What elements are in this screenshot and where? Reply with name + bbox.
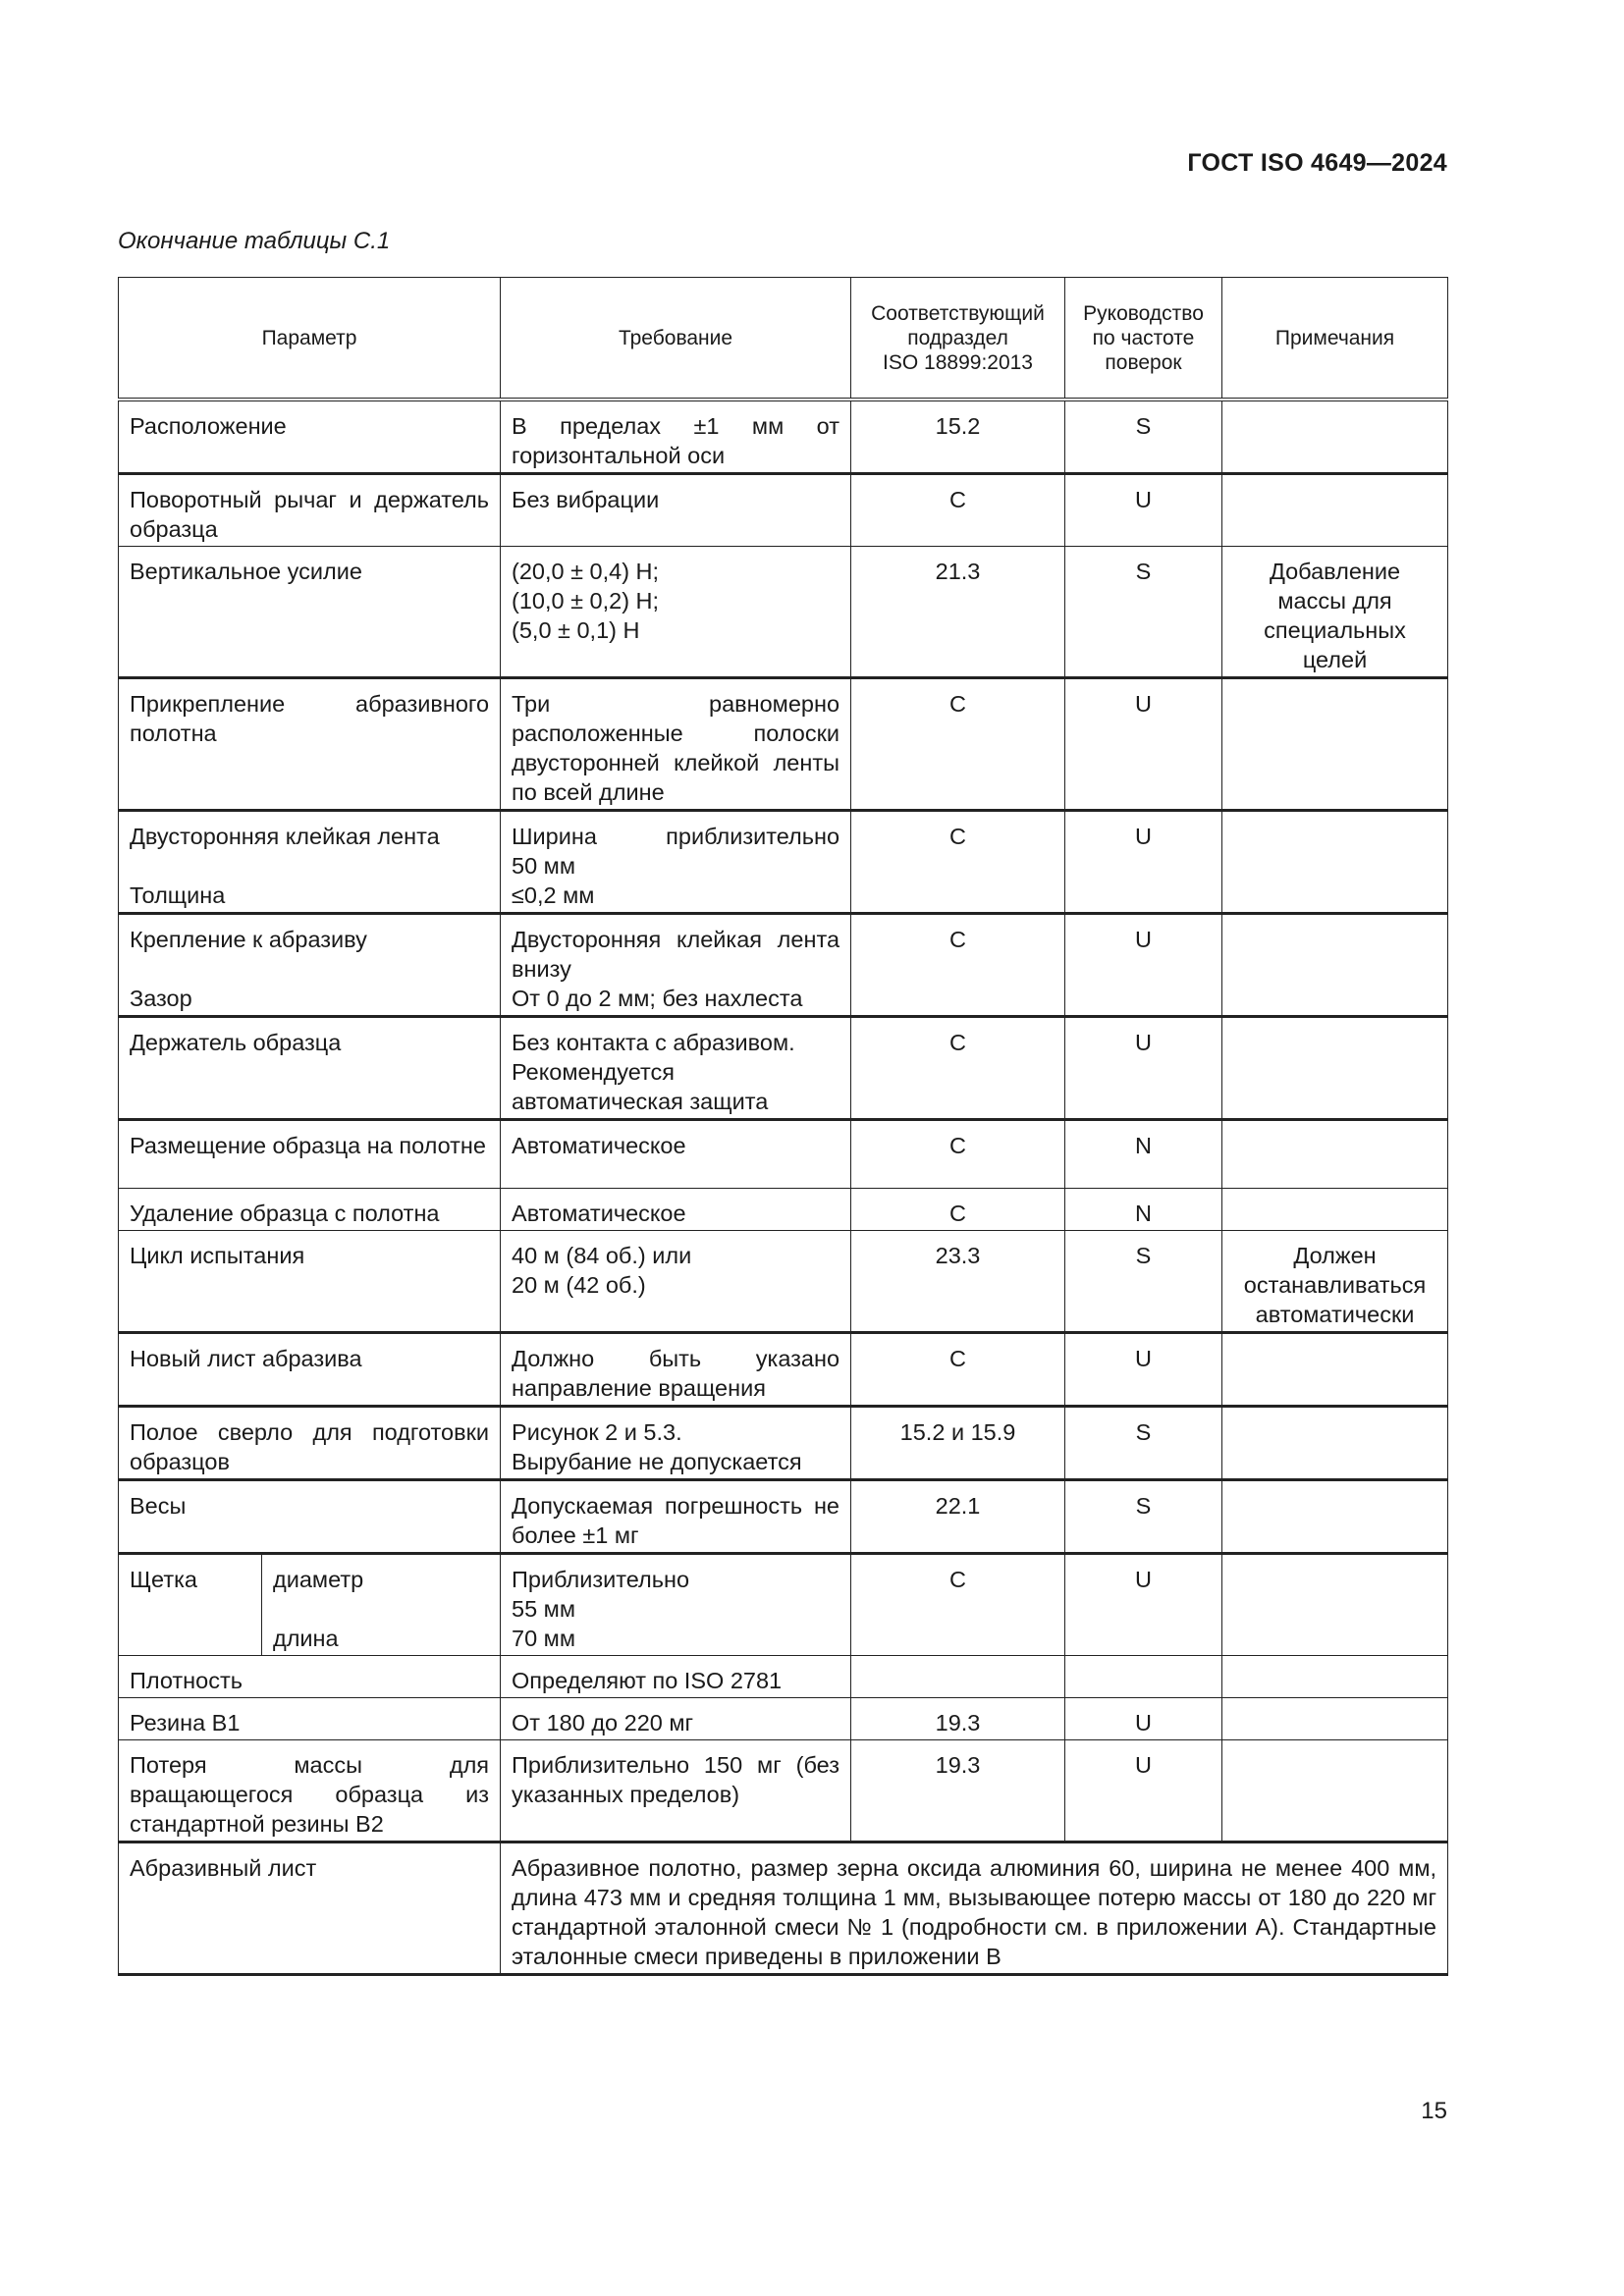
table-row xyxy=(119,914,1448,1017)
cell-frequency: N xyxy=(1065,1189,1222,1231)
cell-requirement: Автоматическое xyxy=(501,1120,851,1189)
requirement-line: 55 мм xyxy=(512,1596,575,1622)
cell-notes xyxy=(1222,1333,1448,1407)
note-line: автоматически xyxy=(1255,1302,1415,1327)
requirement-line: ≤0,2 мм xyxy=(512,882,595,908)
table-row xyxy=(119,1189,1448,1231)
cell-requirement xyxy=(501,1017,851,1120)
cell-param: Прикрепление абразивного полотна xyxy=(119,678,501,811)
cell-param: Поворотный рычаг и держатель образца xyxy=(119,474,501,547)
requirement-line: Приблизительно xyxy=(512,1567,690,1592)
header-frequency-line: Руководство xyxy=(1083,301,1204,325)
cell-subsection: 15.2 xyxy=(851,400,1065,474)
cell-subsection: C xyxy=(851,914,1065,1017)
document-code: ГОСТ ISO 4649—2024 xyxy=(1187,149,1447,177)
cell-frequency: U xyxy=(1065,1740,1222,1842)
requirement-line: Без контакта с абразивом. xyxy=(512,1030,795,1055)
cell-frequency: S xyxy=(1065,1231,1222,1333)
cell-notes xyxy=(1222,1698,1448,1740)
table-row xyxy=(119,1407,1448,1480)
requirement-line: 50 мм xyxy=(512,853,575,879)
cell-requirement xyxy=(501,1231,851,1333)
cell-requirement: В пределах ±1 мм от горизонтальной оси xyxy=(501,400,851,474)
cell-notes xyxy=(1222,1189,1448,1231)
cell-subsection: C xyxy=(851,1333,1065,1407)
requirement-line: (20,0 ± 0,4) Н; xyxy=(512,559,660,584)
cell-param: Щетка xyxy=(119,1554,262,1656)
note-line: останавливаться xyxy=(1243,1272,1427,1298)
cell-param: Размещение образца на полотне xyxy=(119,1120,501,1189)
cell-frequency: S xyxy=(1065,547,1222,678)
cell-subsection: C xyxy=(851,1017,1065,1120)
cell-frequency: N xyxy=(1065,1120,1222,1189)
header-frequency-line: поверок xyxy=(1105,350,1182,374)
cell-notes xyxy=(1222,474,1448,547)
cell-frequency: U xyxy=(1065,811,1222,914)
requirements-table xyxy=(118,277,1448,1976)
cell-requirement: Допускаемая погрешность не более ±1 мг xyxy=(501,1480,851,1554)
table-row xyxy=(119,474,1448,547)
table-row xyxy=(119,1120,1448,1189)
cell-requirement: Определяют по ISO 2781 xyxy=(501,1656,851,1698)
param-line: Крепление к абразиву xyxy=(130,927,367,952)
cell-notes xyxy=(1222,811,1448,914)
cell-requirement: Три равномерно расположенные полоски двусторонней клейкой ленты по всей длине xyxy=(501,678,851,811)
cell-requirement: От 180 до 220 мг xyxy=(501,1698,851,1740)
requirement-line: (10,0 ± 0,2) Н; xyxy=(512,588,660,614)
cell-notes xyxy=(1222,547,1448,678)
cell-param: Удаление образца с полотна xyxy=(119,1189,501,1231)
requirement-line: Вырубание не допускается xyxy=(512,1449,802,1474)
cell-param: Держатель образца xyxy=(119,1017,501,1120)
header-subsection-line: Соответствующий xyxy=(871,301,1045,325)
cell-param: Новый лист абразива xyxy=(119,1333,501,1407)
table-row xyxy=(119,811,1448,914)
note-line: специальных xyxy=(1264,617,1406,643)
line-spacer xyxy=(130,851,489,881)
cell-param: Полое сверло для подготовки образцов xyxy=(119,1407,501,1480)
cell-param: Резина В1 xyxy=(119,1698,501,1740)
line-spacer xyxy=(273,1594,489,1624)
requirement-line: Рисунок 2 и 5.3. xyxy=(512,1419,682,1445)
cell-subsection: C xyxy=(851,811,1065,914)
requirement-line: От 0 до 2 мм; без нахлеста xyxy=(512,986,803,1011)
table-row xyxy=(119,547,1448,678)
cell-frequency: S xyxy=(1065,400,1222,474)
cell-param: Абразивный лист xyxy=(119,1842,501,1975)
cell-sub-param xyxy=(262,1554,501,1656)
requirement-line: 20 м (42 об.) xyxy=(512,1272,646,1298)
requirement-line: 70 мм xyxy=(512,1626,575,1651)
param-line: Толщина xyxy=(130,882,226,908)
cell-notes xyxy=(1222,1656,1448,1698)
table-row xyxy=(119,678,1448,811)
requirement-line: Рекомендуется автоматическая защита xyxy=(512,1059,769,1114)
header-notes: Примечания xyxy=(1222,278,1448,400)
header-frequency-line: по частоте xyxy=(1092,326,1195,349)
line-spacer xyxy=(130,954,489,984)
cell-notes xyxy=(1222,914,1448,1017)
cell-requirement-wide: Абразивное полотно, размер зерна оксида алюминия 60, ширина не менее 400 мм, длина 473 мм и средняя толщина 1 мм, вызывающее потерю массы от 180 до 220 мг стандартной эталонной смеси № 1 (подробности см. в приложении А). Стандартные эталонные смеси приведены в приложении В xyxy=(501,1842,1448,1975)
requirement-line: Ширина приблизительно xyxy=(512,824,840,849)
cell-subsection: 22.1 xyxy=(851,1480,1065,1554)
table-row xyxy=(119,400,1448,474)
cell-requirement xyxy=(501,914,851,1017)
cell-notes xyxy=(1222,1231,1448,1333)
note-line: массы для xyxy=(1277,588,1392,614)
header-subsection-line: подраздел xyxy=(907,326,1008,349)
cell-subsection: 15.2 и 15.9 xyxy=(851,1407,1065,1480)
table-row xyxy=(119,1656,1448,1698)
requirement-line: 40 м (84 об.) или xyxy=(512,1243,692,1268)
cell-subsection: C xyxy=(851,474,1065,547)
cell-notes xyxy=(1222,1017,1448,1120)
header-frequency xyxy=(1065,278,1222,400)
cell-param: Плотность xyxy=(119,1656,501,1698)
cell-subsection: 19.3 xyxy=(851,1698,1065,1740)
page-number: 15 xyxy=(1421,2098,1447,2124)
cell-param: Цикл испытания xyxy=(119,1231,501,1333)
cell-subsection: C xyxy=(851,1189,1065,1231)
cell-notes xyxy=(1222,678,1448,811)
cell-notes xyxy=(1222,1480,1448,1554)
header-subsection xyxy=(851,278,1065,400)
cell-param: Вертикальное усилие xyxy=(119,547,501,678)
cell-requirement xyxy=(501,547,851,678)
cell-requirement xyxy=(501,811,851,914)
cell-subsection xyxy=(851,1656,1065,1698)
header-subsection-line: ISO 18899:2013 xyxy=(883,350,1033,374)
cell-frequency: U xyxy=(1065,474,1222,547)
cell-frequency: U xyxy=(1065,1698,1222,1740)
sub-param-line: диаметр xyxy=(273,1567,364,1592)
cell-param: Расположение xyxy=(119,400,501,474)
cell-frequency: U xyxy=(1065,1017,1222,1120)
param-line: Зазор xyxy=(130,986,192,1011)
cell-subsection: C xyxy=(851,678,1065,811)
requirement-line: Двусторонняя клейкая лента внизу xyxy=(512,927,840,982)
cell-requirement xyxy=(501,1554,851,1656)
header-requirement: Требование xyxy=(501,278,851,400)
table-row xyxy=(119,1231,1448,1333)
table-row xyxy=(119,1480,1448,1554)
cell-param: Потеря массы для вращающегося образца из стандартной резины В2 xyxy=(119,1740,501,1842)
note-line: целей xyxy=(1302,647,1368,672)
cell-notes xyxy=(1222,1554,1448,1656)
sub-param-line: длина xyxy=(273,1626,339,1651)
cell-notes xyxy=(1222,400,1448,474)
cell-requirement: Должно быть указано направление вращения xyxy=(501,1333,851,1407)
cell-frequency: U xyxy=(1065,914,1222,1017)
table-row xyxy=(119,1554,1448,1656)
table-row xyxy=(119,1017,1448,1120)
cell-param xyxy=(119,914,501,1017)
table-caption: Окончание таблицы С.1 xyxy=(118,228,391,254)
cell-subsection: 19.3 xyxy=(851,1740,1065,1842)
cell-requirement: Автоматическое xyxy=(501,1189,851,1231)
cell-frequency: U xyxy=(1065,678,1222,811)
cell-notes xyxy=(1222,1740,1448,1842)
cell-frequency: S xyxy=(1065,1480,1222,1554)
cell-notes xyxy=(1222,1120,1448,1189)
cell-requirement: Приблизительно 150 мг (без указанных пределов) xyxy=(501,1740,851,1842)
cell-param: Весы xyxy=(119,1480,501,1554)
cell-requirement xyxy=(501,1407,851,1480)
cell-subsection: 23.3 xyxy=(851,1231,1065,1333)
param-line: Двусторонняя клейкая лента xyxy=(130,824,440,849)
note-line: Должен xyxy=(1293,1243,1377,1268)
table-row xyxy=(119,1698,1448,1740)
table-row xyxy=(119,1842,1448,1975)
cell-subsection: 21.3 xyxy=(851,547,1065,678)
cell-frequency xyxy=(1065,1656,1222,1698)
table-header-row xyxy=(119,278,1448,400)
requirement-line: (5,0 ± 0,1) Н xyxy=(512,617,640,643)
cell-frequency: U xyxy=(1065,1554,1222,1656)
table-row xyxy=(119,1333,1448,1407)
cell-requirement: Без вибрации xyxy=(501,474,851,547)
cell-subsection: C xyxy=(851,1120,1065,1189)
header-param: Параметр xyxy=(119,278,501,400)
cell-frequency: S xyxy=(1065,1407,1222,1480)
cell-param xyxy=(119,811,501,914)
cell-frequency: U xyxy=(1065,1333,1222,1407)
note-line: Добавление xyxy=(1269,559,1401,584)
table-row xyxy=(119,1740,1448,1842)
cell-notes xyxy=(1222,1407,1448,1480)
cell-subsection: C xyxy=(851,1554,1065,1656)
